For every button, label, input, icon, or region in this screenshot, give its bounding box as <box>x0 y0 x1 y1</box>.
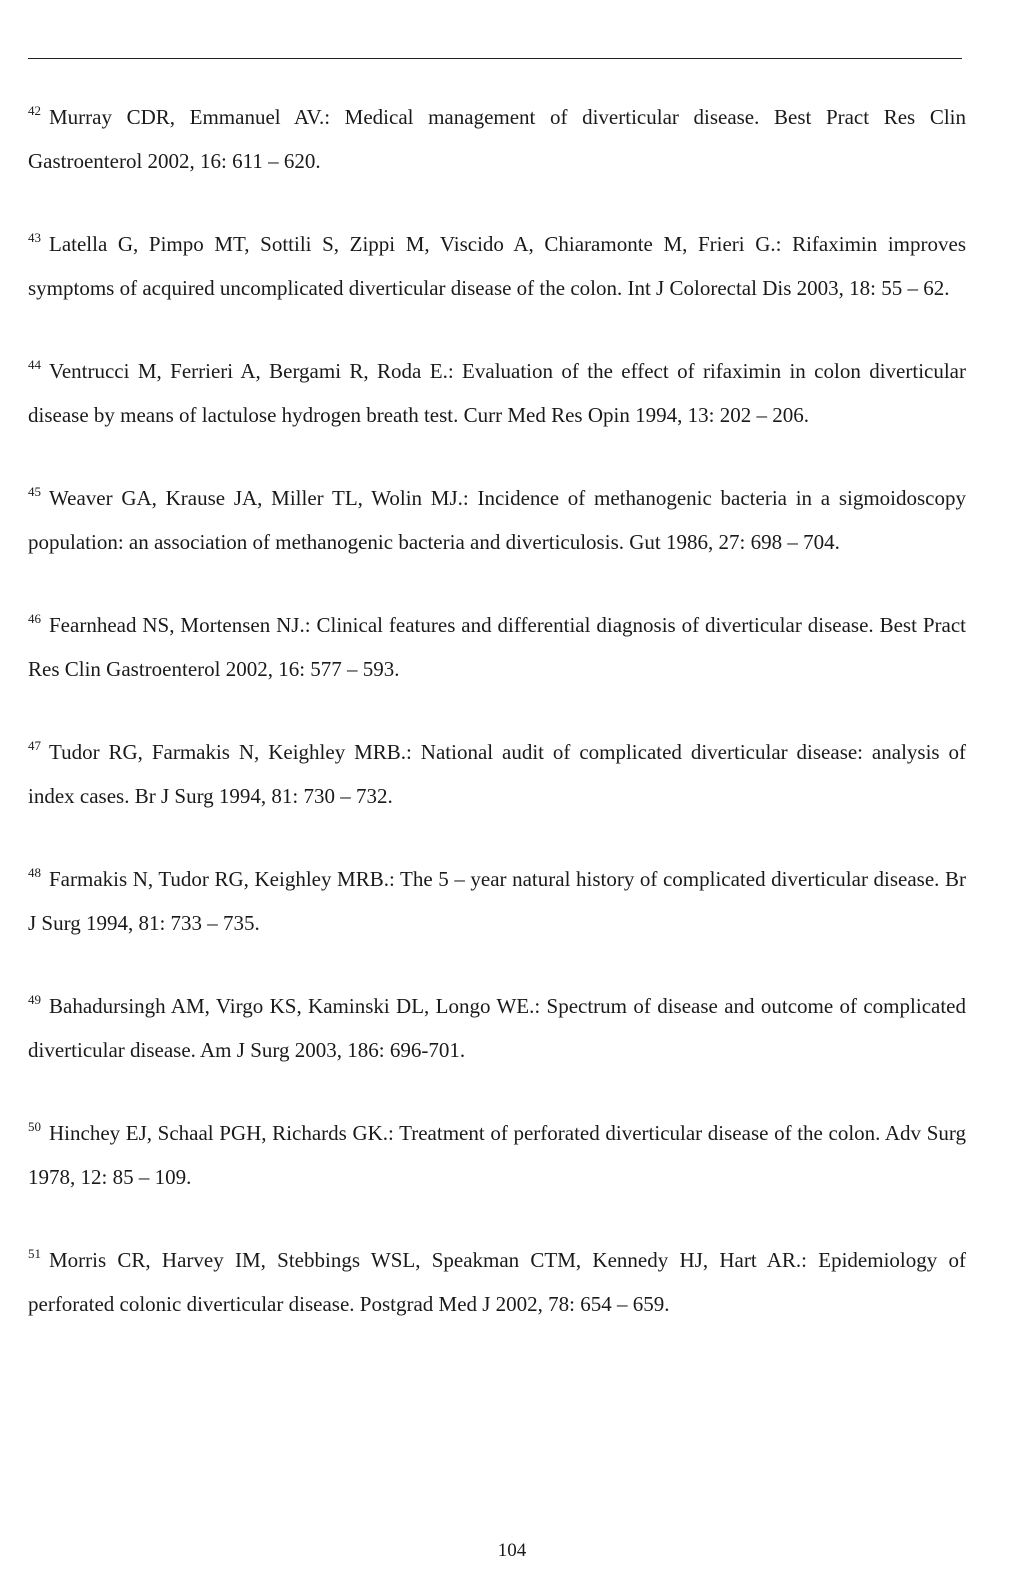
reference-number: 45 <box>28 484 41 499</box>
reference-number: 43 <box>28 230 41 245</box>
top-rule <box>28 58 962 59</box>
reference-item <box>28 731 966 818</box>
reference-number: 46 <box>28 611 41 626</box>
reference-text: Morris CR, Harvey IM, Stebbings WSL, Speakman CTM, Kennedy HJ, Hart AR.: Epidemiology of perforated colonic diverticular disease. Postgrad Med J 2002, 78: 654 – 659. <box>28 1248 966 1316</box>
reference-number: 44 <box>28 357 41 372</box>
reference-item <box>28 96 966 183</box>
reference-item <box>28 604 966 691</box>
reference-item <box>28 477 966 564</box>
reference-number: 42 <box>28 103 41 118</box>
reference-text: Tudor RG, Farmakis N, Keighley MRB.: National audit of complicated diverticular disease: analysis of index cases. Br J Surg 1994, 81: 730 – 732. <box>28 740 966 808</box>
reference-text: Hinchey EJ, Schaal PGH, Richards GK.: Treatment of perforated diverticular disease of the colon. Adv Surg 1978, 12: 85 – 109. <box>28 1121 966 1189</box>
reference-text: Weaver GA, Krause JA, Miller TL, Wolin MJ.: Incidence of methanogenic bacteria in a sigmoidoscopy population: an association of methanogenic bacteria and diverticulosis. Gut 1986, 27: 698 – 704. <box>28 486 966 554</box>
reference-text: Farmakis N, Tudor RG, Keighley MRB.: The 5 – year natural history of complicated diverticular disease. Br J Surg 1994, 81: 733 – 735. <box>28 867 966 935</box>
page-number: 104 <box>497 1540 527 1561</box>
reference-text: Fearnhead NS, Mortensen NJ.: Clinical features and differential diagnosis of diverticular disease. Best Pract Res Clin Gastroenterol 2002, 16: 577 – 593. <box>28 613 966 681</box>
reference-number: 49 <box>28 992 41 1007</box>
reference-number: 50 <box>28 1119 41 1134</box>
reference-text: Ventrucci M, Ferrieri A, Bergami R, Roda E.: Evaluation of the effect of rifaximin in colon diverticular disease by means of lactulose hydrogen breath test. Curr Med Res Opin 1994, 13: 202 – 206. <box>28 359 966 427</box>
reference-item <box>28 350 966 437</box>
reference-text: Latella G, Pimpo MT, Sottili S, Zippi M, Viscido A, Chiaramonte M, Frieri G.: Rifaximin improves symptoms of acquired uncomplicated diverticular disease of the colon. Int J Colorectal Dis 2003, 18: 55 – 62. <box>28 232 966 300</box>
reference-item <box>28 858 966 945</box>
reference-text: Murray CDR, Emmanuel AV.: Medical management of diverticular disease. Best Pract Res Clin Gastroenterol 2002, 16: 611 – 620. <box>28 105 966 173</box>
reference-item <box>28 1112 966 1199</box>
reference-item <box>28 985 966 1072</box>
reference-number: 51 <box>28 1246 41 1261</box>
reference-text: Bahadursingh AM, Virgo KS, Kaminski DL, Longo WE.: Spectrum of disease and outcome of complicated diverticular disease. Am J Surg 2003, 186: 696-701. <box>28 994 966 1062</box>
reference-number: 48 <box>28 865 41 880</box>
reference-item <box>28 223 966 310</box>
reference-item <box>28 1239 966 1326</box>
reference-list <box>28 96 966 1366</box>
reference-number: 47 <box>28 738 41 753</box>
